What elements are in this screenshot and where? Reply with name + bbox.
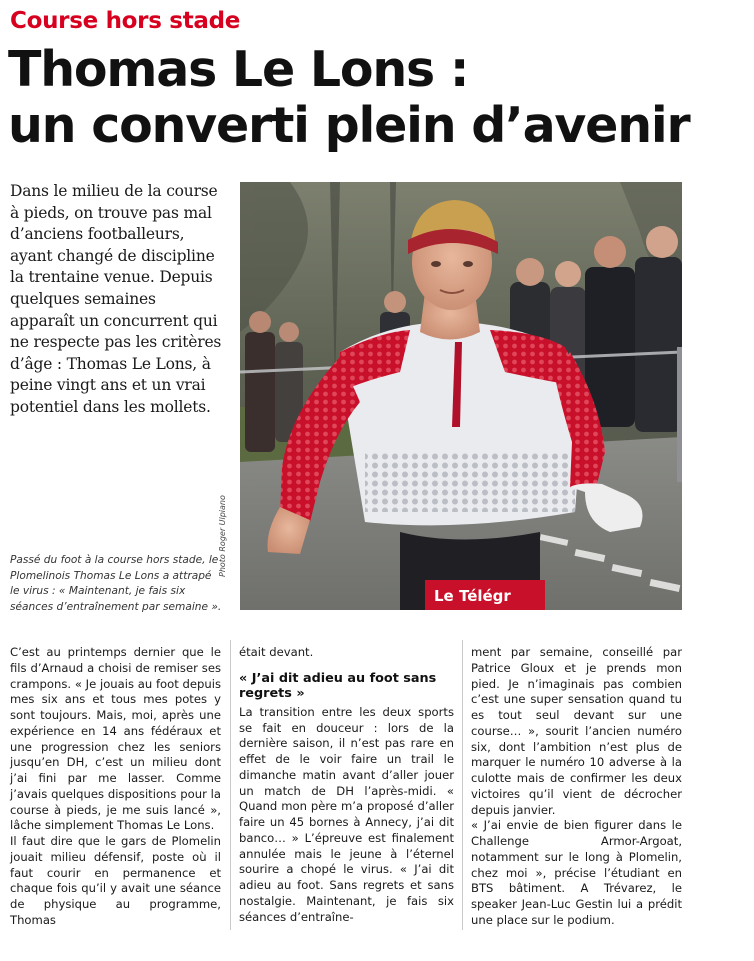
article-headline <box>8 42 748 154</box>
body-paragraph: « J’ai envie de bien figurer dans le Challenge Armor-Argoat, notamment sur le long à Plomelin, chez moi », précise l’étudiant en BTS bâtiment. A Trévarez, le speaker Jean-Luc Gestin lui a prédit une place sur le podium. <box>471 818 682 927</box>
body-column-3 <box>471 645 682 929</box>
body-paragraph: La transition entre les deux sports se fait en douceur : lors de la dernière saison, il n’est pas rare en effet de le voir faire un trail le dimanche matin avant d’aller jouer un match de DH l’après-midi. « Quand mon père m’a proposé d’aller faire un 45 bornes à Annecy, j’ai dit banco… » L’épreuve est finalement annulée mais le jeune à l’éternel sourire a chopé le virus. « J’ai dit adieu au foot. Sans regrets et sans nostalgie. Maintenant, je fais six séances d’entraîne- <box>239 704 454 924</box>
section-kicker: Course hors stade <box>10 8 241 34</box>
headline-line-2: un converti plein d’avenir <box>8 97 690 154</box>
column-divider <box>462 640 463 930</box>
photo-caption: Passé du foot à la course hors stade, le Plomelinois Thomas Le Lons a attrapé le virus : « Maintenant, je fais six séances d’entraînement par semaine ». <box>10 554 222 613</box>
column-divider <box>230 640 231 930</box>
body-paragraph: ment par semaine, conseillé par Patrice Gloux et je prends mon pied. Je n’imaginais pas combien c’est une super sensation quand tu es tout seul devant sur une course… », sourit l’ancien numéro six, dont l’ambition n’est plus de marquer le numéro 10 adverse à la culotte mais de confirmer les deux victoires qu’il vient de décrocher depuis janvier. <box>471 645 682 817</box>
headline-line-1: Thomas Le Lons : <box>8 41 469 98</box>
body-paragraph: Il faut dire que le gars de Plomelin jouait milieu défensif, poste où il faut courir en permanence et chaque fois qu’il y avait une séance de physique au programme, Thomas <box>10 834 221 927</box>
body-paragraph: était devant. <box>239 645 314 659</box>
bib-label: Le Télégr <box>434 587 511 605</box>
body-column-2 <box>239 645 454 925</box>
photo-credit: Photo Roger Ulpiano <box>218 495 227 577</box>
runner-illustration <box>240 182 682 610</box>
body-column-1 <box>10 645 221 929</box>
article-lead: Dans le milieu de la course à pieds, on trouve pas mal d’anciens footballeurs, ayant changé de discipline la trentaine venue. Depuis quelques semaines apparaît un concurrent qui ne respecte pas les critères d’âge : Thomas Le Lons, à peine vingt ans et un vrai potentiel dans les mollets. <box>10 182 222 416</box>
runner-photo <box>240 182 682 610</box>
body-paragraph: C’est au printemps dernier que le fils d’Arnaud a choisi de remiser ses crampons. « Je jouais au foot depuis mes six ans et tous mes potes y sont toujours. Mais, moi, après une expérience en 14 ans fédéraux et une progression chez les seniors jusqu’en DH, c’est un milieu dont j’ai fini par me lasser. Comme j’avais quelques dispositions pour la course à pieds, je me suis lancé », lâche simplement Thomas Le Lons. <box>10 645 221 833</box>
intertitle: « J’ai dit adieu au foot sans regrets » <box>239 670 437 702</box>
